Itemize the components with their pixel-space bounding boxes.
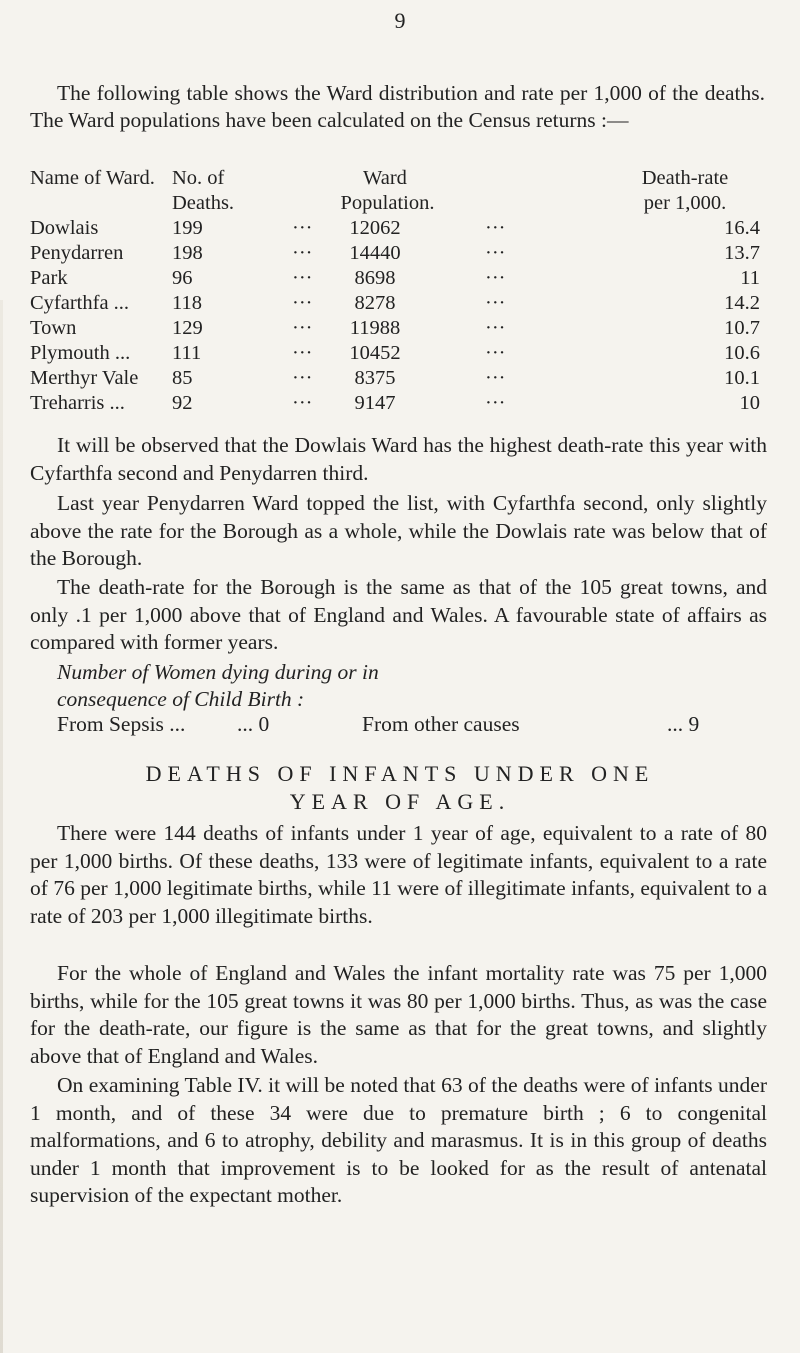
header-population: Ward <box>363 167 407 189</box>
sepsis-value: ... 0 <box>237 712 270 736</box>
page-edge-shadow <box>0 300 3 1353</box>
paragraph-text: The death-rate for the Borough is the same as that of the 105 great towns, and only .1 per 1,000 above that of England and Wales. A favourable state of affairs as compared with former years. <box>30 575 767 654</box>
ward-death-rate: 11 <box>740 267 760 289</box>
ward-population: 8375 <box>354 367 396 389</box>
paragraph-text: Last year Penydarren Ward topped the list, with Cyfarthfa second, only slightly above the rate for the Borough as a whole, while the Dowlais rate was below that of the Borough. <box>30 491 767 570</box>
paragraph-text: There were 144 deaths of infants under 1 year of age, equivalent to a rate of 80 per 1,000 births. Of these deaths, 133 were of legitimate infants, equivalent to a rate of 76 per 1,000 legitimate births, while 11 were of illegitimate infants, equivalent to a rate of 203 per 1,000 illegitimate births. <box>30 821 767 928</box>
leader-dots: ··· <box>485 367 506 389</box>
leader-dots: ··· <box>485 267 506 289</box>
leader-dots: ··· <box>292 292 313 314</box>
ward-death-rate: 13.7 <box>724 242 760 264</box>
ward-table <box>30 166 770 416</box>
table-header-row <box>30 166 770 191</box>
header-deaths: No. of <box>172 167 225 189</box>
sepsis-label: From Sepsis ... <box>57 712 186 736</box>
leader-dots: ··· <box>485 317 506 339</box>
paragraph-2 <box>30 490 767 573</box>
paragraph-6 <box>30 1072 767 1210</box>
ward-population: 8698 <box>354 267 396 289</box>
header-population-2: Population. <box>340 192 435 214</box>
ward-death-rate: 16.4 <box>724 217 760 239</box>
table-row <box>30 391 770 416</box>
intro-paragraph <box>30 80 765 134</box>
ward-deaths: 118 <box>172 292 202 314</box>
leader-dots: ··· <box>292 342 313 364</box>
ward-deaths: 92 <box>172 392 193 414</box>
ward-deaths: 129 <box>172 317 203 339</box>
ward-deaths: 96 <box>172 267 193 289</box>
table-row <box>30 216 770 241</box>
leader-dots: ··· <box>485 342 506 364</box>
ward-name: Plymouth ... <box>30 342 131 364</box>
leader-dots: ··· <box>292 392 313 414</box>
ward-deaths: 198 <box>172 242 203 264</box>
header-deaths-2: Deaths. <box>172 192 235 214</box>
header-rate: Death-rate <box>641 167 729 189</box>
women-heading-line-2: consequence of Child Birth : <box>57 687 305 711</box>
women-heading <box>57 659 379 713</box>
ward-name: Merthyr Vale <box>30 367 139 389</box>
paragraph-text: It will be observed that the Dowlais Ward has the highest death-rate this year with Cyfarthfa second and Penydarren third. <box>30 433 767 485</box>
ward-name: Treharris ... <box>30 392 125 414</box>
table-header-row <box>30 191 770 216</box>
ward-deaths: 199 <box>172 217 203 239</box>
ward-population: 9147 <box>354 392 396 414</box>
ward-population: 8278 <box>354 292 396 314</box>
ward-name: Penydarren <box>30 242 124 264</box>
ward-death-rate: 10.1 <box>724 367 760 389</box>
ward-population: 12062 <box>349 217 401 239</box>
header-rate-2: per 1,000. <box>643 192 727 214</box>
ward-name: Park <box>30 267 68 289</box>
table-row <box>30 316 770 341</box>
ward-population: 14440 <box>349 242 401 264</box>
leader-dots: ··· <box>292 367 313 389</box>
other-causes-value: ... 9 <box>667 712 700 736</box>
leader-dots: ··· <box>292 242 313 264</box>
table-row <box>30 266 770 291</box>
section-heading-line-1: DEATHS OF INFANTS UNDER ONE <box>145 761 655 786</box>
page-number: 9 <box>394 8 406 33</box>
ward-death-rate: 10 <box>739 392 760 414</box>
paragraph-text: On examining Table IV. it will be noted that 63 of the deaths were of infants under 1 month, and of these 34 were due to premature birth ; 6 to congenital malformations, and 6 to atrophy, debility and marasmus. It is in this group of deaths under 1 month that improvement is to be looked for as the result of antenatal supervision of the expectant mother. <box>30 1073 767 1207</box>
cause-line <box>57 712 777 740</box>
ward-name: Cyfarthfa ... <box>30 292 130 314</box>
ward-deaths: 85 <box>172 367 193 389</box>
header-name: Name of Ward. <box>30 167 155 189</box>
section-heading <box>30 760 770 816</box>
section-heading-line-2: YEAR OF AGE. <box>289 789 511 814</box>
leader-dots: ··· <box>485 392 506 414</box>
ward-deaths: 111 <box>172 342 202 364</box>
women-heading-line-1: Number of Women dying during or in <box>57 660 379 684</box>
table-row <box>30 241 770 266</box>
leader-dots: ··· <box>485 292 506 314</box>
ward-name: Town <box>30 317 77 339</box>
paragraph-text: For the whole of England and Wales the infant mortality rate was 75 per 1,000 births, while for the 105 great towns it was 80 per 1,000 births. Thus, as was the case for the death-rate, our figure is the same as that for the great towns, and slightly above that of England and Wales. <box>30 961 767 1068</box>
table-row <box>30 366 770 391</box>
ward-death-rate: 10.7 <box>724 317 760 339</box>
leader-dots: ··· <box>292 217 313 239</box>
table-body <box>30 216 770 416</box>
ward-death-rate: 10.6 <box>724 342 760 364</box>
leader-dots: ··· <box>292 267 313 289</box>
paragraph-3 <box>30 574 767 657</box>
table-row <box>30 341 770 366</box>
ward-death-rate: 14.2 <box>724 292 760 314</box>
leader-dots: ··· <box>292 317 313 339</box>
ward-population: 11988 <box>349 317 401 339</box>
leader-dots: ··· <box>485 217 506 239</box>
ward-name: Dowlais <box>30 217 99 239</box>
table-row <box>30 291 770 316</box>
paragraph-5 <box>30 960 767 1070</box>
intro-text: The following table shows the Ward distribution and rate per 1,000 of the deaths. The Ward populations have been calculated on the Census returns :— <box>30 81 765 132</box>
other-causes-label: From other causes <box>362 712 520 736</box>
paragraph-4 <box>30 820 767 930</box>
ward-population: 10452 <box>349 342 401 364</box>
paragraph-1 <box>30 432 767 487</box>
leader-dots: ··· <box>485 242 506 264</box>
